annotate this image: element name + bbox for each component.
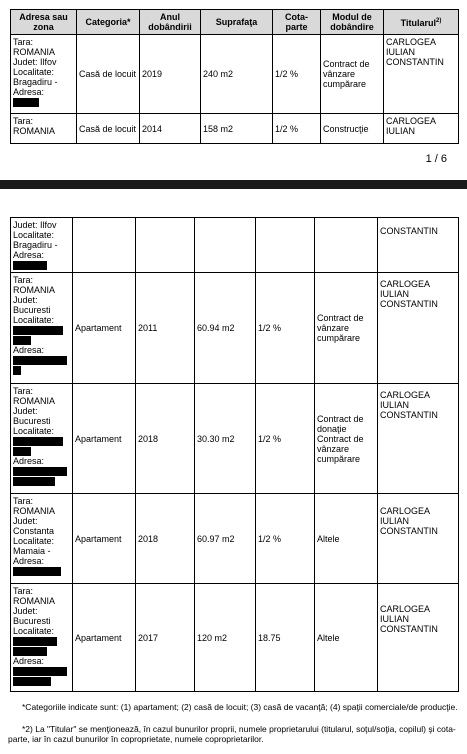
- category-cell: Apartament: [73, 384, 136, 494]
- year-cell: 2018: [136, 384, 195, 494]
- mode-cell: [315, 218, 378, 273]
- surface-cell: 120 m2: [195, 584, 256, 692]
- address-cell: Tara: ROMANIA Judet: Bucuresti Localitate: Adresa:: [11, 384, 73, 494]
- mode-cell: Altele: [315, 584, 378, 692]
- header-mode: Modul de dobândire: [321, 10, 384, 35]
- share-cell: 1/2 %: [256, 384, 315, 494]
- address-cell: Tara: ROMANIA Judet: Bucuresti Localitate: Adresa:: [11, 273, 73, 384]
- redaction-block: [13, 98, 39, 107]
- category-cell: Casă de locuit: [77, 35, 140, 114]
- address-cell: Tara: ROMANIA Judet: Ilfov Localitate: Bragadiru - Adresa:: [11, 35, 77, 114]
- mode-cell: Altele: [315, 494, 378, 584]
- redaction-block: [13, 356, 67, 365]
- share-cell: [256, 218, 315, 273]
- share-cell: 1/2 %: [273, 35, 321, 114]
- header-year: Anul dobândirii: [140, 10, 201, 35]
- table-header-row: [11, 10, 459, 35]
- address-cell: Judet: Ilfov Localitate: Bragadiru - Adresa:: [11, 218, 73, 273]
- surface-cell: 158 m2: [201, 114, 273, 144]
- address-cell: Tara: ROMANIA: [11, 114, 77, 144]
- mode-cell: Contract de vânzare cumpărare: [321, 35, 384, 114]
- page-separator: [0, 180, 467, 189]
- assets-table-page2: [10, 217, 459, 692]
- mode-cell: Contract de donaţie Contract de vânzare cumpărare: [315, 384, 378, 494]
- redaction-block: [13, 336, 31, 345]
- category-cell: Casă de locuit: [77, 114, 140, 144]
- year-cell: 2011: [136, 273, 195, 384]
- table-row: [11, 494, 459, 584]
- redaction-block: [13, 667, 67, 676]
- table-row: [11, 114, 459, 144]
- redaction-block: [13, 477, 55, 486]
- category-cell: Apartament: [73, 584, 136, 692]
- page-number: 1 / 6: [425, 153, 447, 165]
- holder-cell: CARLOGEA IULIAN: [384, 114, 459, 144]
- header-address: Adresa sau zona: [11, 10, 77, 35]
- category-cell: Apartament: [73, 494, 136, 584]
- holder-cell: CARLOGEA IULIAN CONSTANTIN: [378, 384, 459, 494]
- holder-cell: CARLOGEA IULIAN CONSTANTIN: [384, 35, 459, 114]
- redaction-block: [13, 637, 57, 646]
- surface-cell: 240 m2: [201, 35, 273, 114]
- redaction-block: [13, 567, 61, 576]
- year-cell: 2018: [136, 494, 195, 584]
- year-cell: [136, 218, 195, 273]
- footnote-categories: *Categoriile indicate sunt: (1) apartament; (2) casă de locuit; (3) casă de vacanţă; (4) spaţii comerciale/de producţie.: [22, 702, 458, 712]
- redaction-block: [13, 326, 63, 335]
- footnote-titular: *2) La "Titular" se menţionează, în cazul bunurilor proprii, numele proprietarului (titularul, soţul/soţia, copilul) şi cota-parte, iar în cazul bunurilor în coproprietate, numele coproprietarilor.: [8, 724, 456, 744]
- redaction-block: [13, 261, 47, 270]
- surface-cell: 30.30 m2: [195, 384, 256, 494]
- year-cell: 2019: [140, 35, 201, 114]
- redaction-block: [13, 647, 47, 656]
- category-cell: [73, 218, 136, 273]
- holder-cell: CARLOGEA IULIAN CONSTANTIN: [378, 273, 459, 384]
- table-row: [11, 273, 459, 384]
- table-row: [11, 35, 459, 114]
- header-holder: Titularul$^{2)}$: [384, 10, 459, 35]
- holder-cell: CARLOGEA IULIAN CONSTANTIN: [378, 584, 459, 692]
- redaction-block: [13, 366, 21, 375]
- redaction-block: [13, 467, 67, 476]
- address-cell: Tara: ROMANIA Judet: Bucuresti Localitate: Adresa:: [11, 584, 73, 692]
- surface-cell: [195, 218, 256, 273]
- table-row: [11, 384, 459, 494]
- holder-cell: CARLOGEA IULIAN CONSTANTIN: [378, 494, 459, 584]
- share-cell: 1/2 %: [256, 273, 315, 384]
- share-cell: 1/2 %: [256, 494, 315, 584]
- holder-cell: CONSTANTIN: [378, 218, 459, 273]
- surface-cell: 60.94 m2: [195, 273, 256, 384]
- header-category: Categoria*: [77, 10, 140, 35]
- year-cell: 2017: [136, 584, 195, 692]
- header-surface: Suprafaţa: [201, 10, 273, 35]
- redaction-block: [13, 447, 31, 456]
- year-cell: 2014: [140, 114, 201, 144]
- header-share: Cota-parte: [273, 10, 321, 35]
- address-cell: Tara: ROMANIA Judet: Constanta Localitate: Mamaia - Adresa:: [11, 494, 73, 584]
- redaction-block: [13, 437, 63, 446]
- surface-cell: 60.97 m2: [195, 494, 256, 584]
- redaction-block: [13, 677, 51, 686]
- assets-table-page1: [10, 9, 459, 144]
- mode-cell: Construcţie: [321, 114, 384, 144]
- table-row: [11, 218, 459, 273]
- share-cell: 1/2 %: [273, 114, 321, 144]
- share-cell: 18.75: [256, 584, 315, 692]
- mode-cell: Contract de vânzare cumpărare: [315, 273, 378, 384]
- category-cell: Apartament: [73, 273, 136, 384]
- table-row: [11, 584, 459, 692]
